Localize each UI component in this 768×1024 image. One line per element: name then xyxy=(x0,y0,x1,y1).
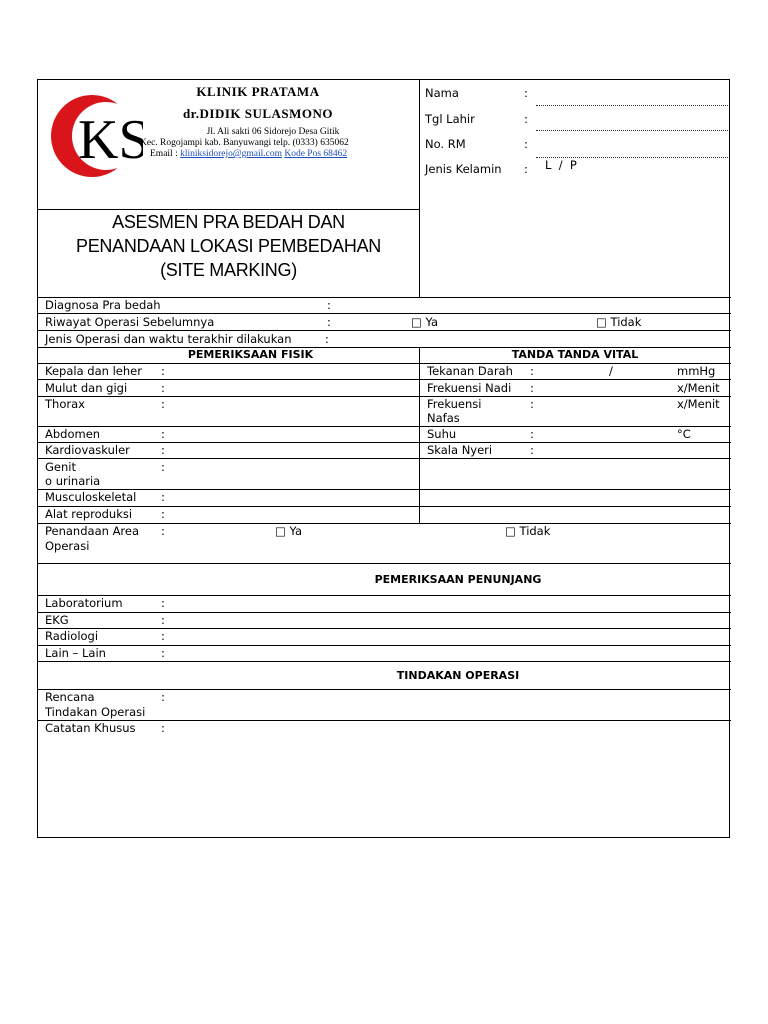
label-mulut-gigi: Mulut dan gigi xyxy=(45,381,128,395)
colon: : xyxy=(327,315,331,329)
label-penandaan-area-1: Penandaan Area xyxy=(45,524,140,538)
gender-options[interactable]: L / P xyxy=(545,158,577,172)
label-rencana-tindakan-1: Rencana xyxy=(45,690,95,704)
penandaan-ya-checkbox[interactable]: □ Ya xyxy=(275,524,303,538)
colon: : xyxy=(161,427,165,441)
colon: : xyxy=(327,298,331,312)
label-radiologi: Radiologi xyxy=(45,629,99,643)
colon: : xyxy=(161,443,165,457)
label-tgl-lahir: Tgl Lahir xyxy=(425,112,475,126)
colon: : xyxy=(161,364,165,378)
label-frekuensi-nadi: Frekuensi Nadi xyxy=(427,381,512,395)
colon: : xyxy=(161,490,165,504)
label-kepala-leher: Kepala dan leher xyxy=(45,364,142,378)
clinic-address-line-2: Kec. Rogojampi kab. Banyuwangi telp. (0333) 635062 xyxy=(140,138,349,148)
clinic-logo xyxy=(48,94,143,179)
riwayat-ya-checkbox[interactable]: □ Ya xyxy=(411,315,439,329)
label-thorax: Thorax xyxy=(45,397,85,411)
label-riwayat-operasi: Riwayat Operasi Sebelumnya xyxy=(45,315,215,329)
label-diagnosa: Diagnosa Pra bedah xyxy=(45,298,161,312)
clinic-address-line-1: Jl. Ali sakti 06 Sidorejo Desa Gitik xyxy=(206,127,340,137)
header-divider xyxy=(419,80,420,297)
riwayat-tidak-checkbox[interactable]: □ Tidak xyxy=(596,315,642,329)
colon: : xyxy=(530,364,534,378)
title-line-1: ASESMEN PRA BEDAH DAN xyxy=(112,212,345,232)
td-unit: mmHg xyxy=(677,364,716,378)
label-rencana-tindakan-2: Tindakan Operasi xyxy=(45,705,146,719)
colon: : xyxy=(524,112,528,126)
header-pemeriksaan-fisik: PEMERIKSAAN FISIK xyxy=(187,348,314,361)
td-separator: / xyxy=(609,364,613,378)
colon: : xyxy=(524,162,528,176)
label-jenis-operasi: Jenis Operasi dan waktu terakhir dilakukan xyxy=(45,332,292,346)
clinic-email-line xyxy=(150,149,347,159)
label-suhu: Suhu xyxy=(427,427,457,441)
colon: : xyxy=(524,137,528,151)
nama-field[interactable] xyxy=(536,105,728,106)
colon: : xyxy=(161,460,165,474)
label-lain-lain: Lain – Lain xyxy=(45,646,106,660)
label-alat-reproduksi: Alat reproduksi xyxy=(45,507,133,521)
colon: : xyxy=(161,646,165,660)
assessment-form xyxy=(37,79,730,838)
label-ekg: EKG xyxy=(45,613,69,627)
label-musculoskeletal: Musculoskeletal xyxy=(45,490,137,504)
label-nama: Nama xyxy=(425,86,459,100)
label-catatan-khusus: Catatan Khusus xyxy=(45,721,136,735)
label-tekanan-darah: Tekanan Darah xyxy=(427,364,513,378)
colon: : xyxy=(161,690,165,704)
colon: : xyxy=(524,86,528,100)
suhu-unit: °C xyxy=(677,427,691,441)
clinic-name: KLINIK PRATAMA xyxy=(196,84,320,99)
label-no-rm: No. RM xyxy=(425,137,466,151)
label-skala-nyeri: Skala Nyeri xyxy=(427,443,493,457)
colon: : xyxy=(161,524,165,538)
label-abdomen: Abdomen xyxy=(45,427,101,441)
postal-code: Kode Pos 68462 xyxy=(284,149,348,159)
label-jenis-kelamin: Jenis Kelamin xyxy=(425,162,502,176)
header-pemeriksaan-penunjang: PEMERIKSAAN PENUNJANG xyxy=(374,573,542,586)
colon: : xyxy=(325,332,329,346)
label-genitourinaria-1: Genit xyxy=(45,460,76,474)
colon: : xyxy=(530,397,534,411)
label-penandaan-area-2: Operasi xyxy=(45,539,90,553)
logo-lettering: KS xyxy=(78,109,143,171)
penandaan-tidak-checkbox[interactable]: □ Tidak xyxy=(505,524,551,538)
colon: : xyxy=(161,629,165,643)
colon: : xyxy=(161,381,165,395)
header-tindakan-operasi: TINDAKAN OPERASI xyxy=(396,669,520,682)
colon: : xyxy=(161,721,165,735)
label-kardiovaskuler: Kardiovaskuler xyxy=(45,443,130,457)
tgl-lahir-field[interactable] xyxy=(536,130,728,131)
title-line-3: (SITE MARKING) xyxy=(160,260,297,280)
email-label: Email : xyxy=(150,149,178,159)
header-tanda-vital: TANDA TANDA VITAL xyxy=(511,348,639,361)
colon: : xyxy=(530,427,534,441)
colon: : xyxy=(161,397,165,411)
title-line-2: PENANDAAN LOKASI PEMBEDAHAN xyxy=(76,236,381,256)
colon: : xyxy=(530,381,534,395)
colon: : xyxy=(530,443,534,457)
colon: : xyxy=(161,507,165,521)
colon: : xyxy=(161,613,165,627)
form-title xyxy=(38,210,419,282)
label-frekuensi-nafas-2: Nafas xyxy=(427,411,460,425)
colon: : xyxy=(161,596,165,610)
label-frekuensi-nafas-1: Frekuensi xyxy=(427,397,482,411)
label-genitourinaria-2: o urinaria xyxy=(45,474,101,488)
doctor-name: dr.DIDIK SULASMONO xyxy=(182,106,334,121)
email-link[interactable]: kliniksidorejo@gmail.com xyxy=(180,149,282,159)
catatan-khusus-field[interactable] xyxy=(178,725,723,830)
nafas-unit: x/Menit xyxy=(677,397,720,411)
nadi-unit: x/Menit xyxy=(677,381,720,395)
label-laboratorium: Laboratorium xyxy=(45,596,123,610)
